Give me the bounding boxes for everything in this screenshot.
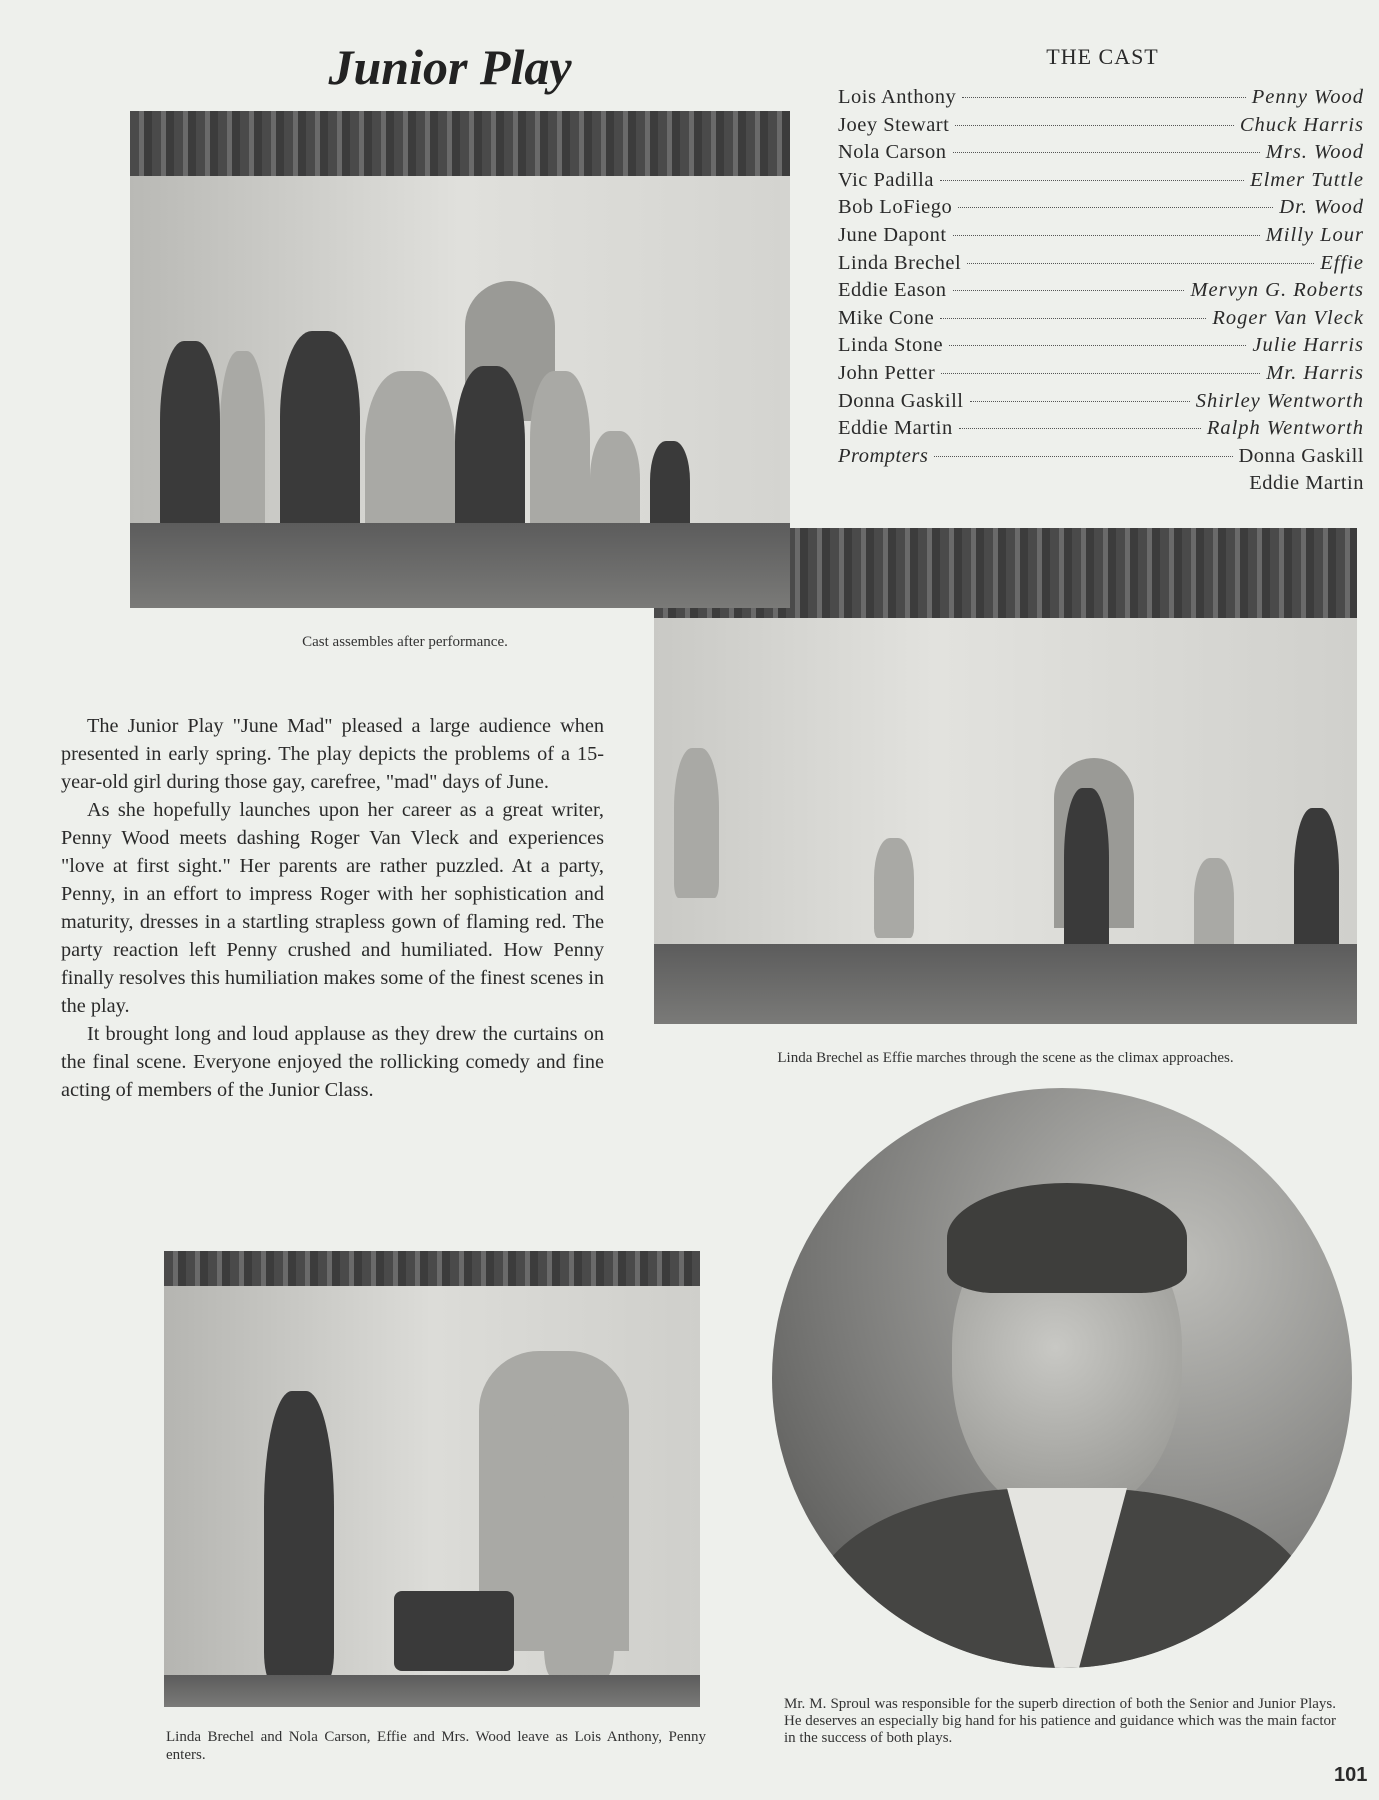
leader-dots: [967, 263, 1314, 264]
caption-photo3: Linda Brechel and Nola Carson, Effie and Mrs. Wood leave as Lois Anthony, Penny enters.: [166, 1729, 706, 1763]
actor-name: Vic Padilla: [838, 168, 934, 191]
actor-name: John Petter: [838, 361, 936, 384]
leader-dots: [940, 318, 1206, 319]
cast-row: [838, 332, 1364, 360]
photo-cast-assembles: [130, 111, 790, 608]
portrait-hair: [947, 1183, 1187, 1293]
caption-photo2: Linda Brechel as Effie marches through the scene as the climax approaches.: [777, 1050, 1234, 1066]
cast-row: [838, 415, 1364, 443]
cast-row: [838, 84, 1364, 112]
photo-effie-leave: [164, 1251, 700, 1707]
caption-portrait: Mr. M. Sproul was responsible for the superb direction of both the Senior and Junior Plays. He deserves an especially big hand for his patience and guidance which was the main factor in the success of both plays.: [784, 1696, 1336, 1746]
paragraph: The Junior Play "June Mad" pleased a large audience when presented in early spring. The play depicts the problems of a 15-year-old girl during those gay, carefree, "mad" days of June.: [61, 715, 604, 793]
actor-name: Linda Brechel: [838, 251, 962, 274]
leader-dots: [958, 207, 1273, 208]
actor-name: Mike Cone: [838, 306, 935, 329]
actor-name: Linda Stone: [838, 334, 944, 357]
cast-row: [838, 139, 1364, 167]
cast-row: [838, 112, 1364, 140]
cast-row: [838, 388, 1364, 416]
actor-name: Eddie Eason: [838, 279, 947, 302]
role-name: Mr. Harris: [1266, 361, 1364, 384]
role-name: Mrs. Wood: [1265, 141, 1364, 164]
actor-name: Lois Anthony: [838, 86, 957, 108]
leader-dots: [953, 235, 1260, 236]
role-name: Shirley Wentworth: [1195, 389, 1364, 412]
cast-list: [838, 84, 1364, 498]
leader-dots: [962, 97, 1246, 98]
leader-dots: [970, 401, 1190, 402]
role-name: Ralph Wentworth: [1206, 417, 1364, 440]
caption-photo1: Cast assembles after performance.: [302, 634, 508, 650]
role-name: Roger Van Vleck: [1212, 306, 1364, 329]
actor-name: Donna Gaskill: [838, 389, 964, 412]
leader-dots: [955, 125, 1233, 126]
role-name: Chuck Harris: [1239, 113, 1364, 136]
cast-row: [838, 194, 1364, 222]
leader-dots: [934, 456, 1232, 457]
leader-dots: [953, 290, 1185, 291]
prompters-row: [838, 443, 1364, 471]
leader-dots: [953, 152, 1260, 153]
paragraph: As she hopefully launches upon her career as a great writer, Penny Wood meets dashing Roger Van Vleck and experiences "love at first sight." Her parents are rather puzzled. At a party, Penny, in an effort to impress Roger with her sophistication and maturity, dresses in a startling strapless gown of flaming red. The party reaction left Penny crushed and humiliated. How Penny finally resolves this humiliation makes some of the finest scenes in the play.: [61, 799, 604, 1017]
actor-name: Joey Stewart: [838, 113, 950, 136]
prompters-row: [838, 470, 1364, 498]
role-name: Dr. Wood: [1279, 196, 1364, 219]
cast-row: [838, 277, 1364, 305]
paragraph: It brought long and loud applause as they drew the curtains on the final scene. Everyone enjoyed the rollicking comedy and fine acting of members of the Junior Class.: [61, 1023, 604, 1101]
cast-row: [838, 222, 1364, 250]
actor-name: Nola Carson: [838, 141, 947, 164]
actor-name: June Dapont: [838, 223, 947, 246]
prompters-label: Prompters: [838, 444, 929, 467]
role-name: Elmer Tuttle: [1250, 168, 1364, 191]
actor-name: Bob LoFiego: [838, 196, 953, 219]
role-name: Julie Harris: [1252, 334, 1364, 357]
cast-row: [838, 305, 1364, 333]
leader-dots: [949, 345, 1246, 346]
actor-name: Eddie Martin: [838, 417, 953, 440]
role-name: Mervyn G. Roberts: [1190, 279, 1364, 302]
page-title: Junior Play: [328, 39, 572, 95]
prompter-name: Donna Gaskill: [1238, 444, 1364, 467]
cast-row: [838, 167, 1364, 195]
page-number: 101: [1334, 1764, 1368, 1786]
leader-dots: [941, 373, 1260, 374]
prompter-name: Eddie Martin: [1249, 472, 1364, 495]
cast-row: [838, 250, 1364, 278]
leader-dots: [940, 180, 1244, 181]
role-name: Milly Lour: [1265, 223, 1364, 246]
role-name: Penny Wood: [1251, 86, 1364, 108]
role-name: Effie: [1320, 251, 1364, 274]
cast-row: [838, 360, 1364, 388]
portrait-mr-sproul: [772, 1088, 1352, 1668]
article-body: [61, 712, 604, 1104]
leader-dots: [959, 428, 1201, 429]
cast-heading: THE CAST: [1046, 44, 1159, 69]
